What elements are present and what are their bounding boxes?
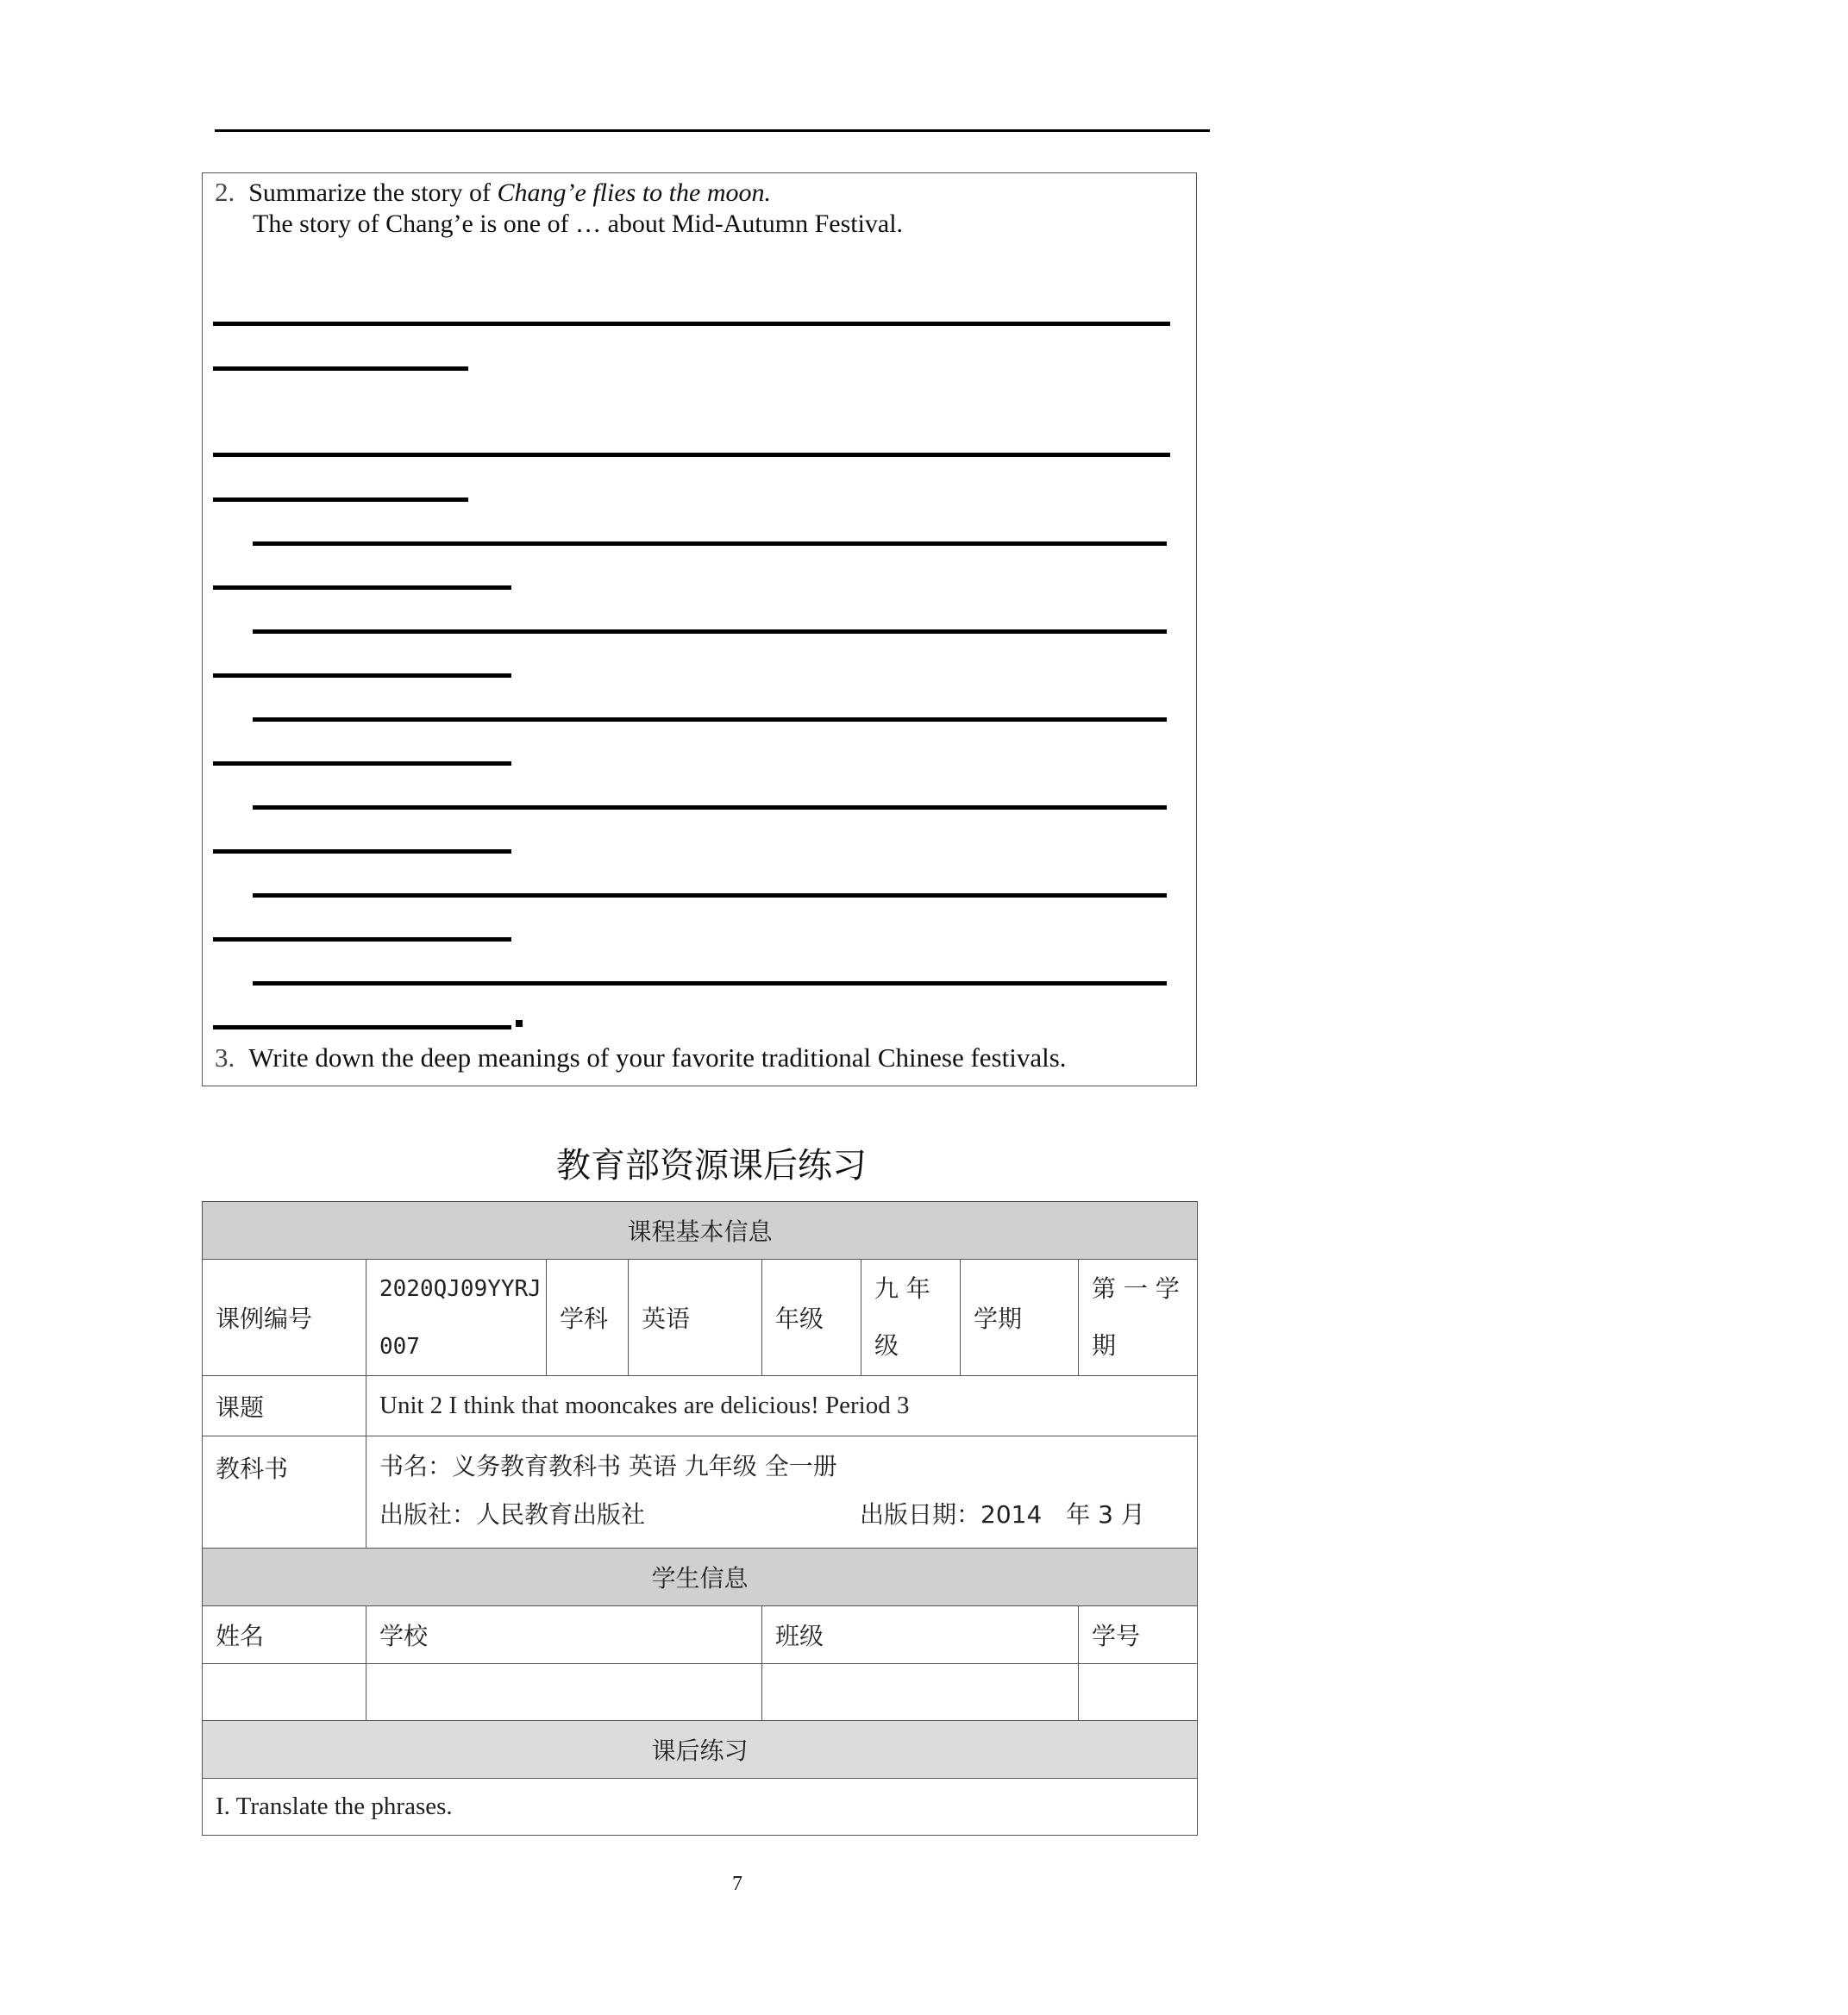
question-2-number: 2. [215, 177, 235, 207]
top-divider [215, 129, 1210, 132]
label-subject: 学科 [547, 1260, 629, 1376]
section-course-info: 课程基本信息 [203, 1202, 1198, 1260]
case-number-value [366, 1260, 547, 1376]
label-school: 学校 [366, 1606, 762, 1664]
textbook-publish-row [379, 1489, 1184, 1541]
textbook-publish-date: 出版日期：2014 年 3 月 [860, 1499, 1145, 1529]
answer-line [213, 322, 1170, 326]
exercise-box [202, 172, 1197, 1086]
textbook-name: 书名：义务教育教科书 英语 九年级 全一册 [379, 1451, 837, 1480]
page-number: 7 [732, 1873, 742, 1895]
grade-value [861, 1260, 961, 1376]
answer-line [253, 805, 1167, 810]
period-mark [516, 1020, 523, 1027]
question-2-text: Summarize the story of [248, 178, 498, 207]
case-number-line1: 2020QJ09YYRJ [379, 1276, 542, 1302]
answer-line [213, 673, 511, 678]
answer-line [213, 1025, 511, 1029]
question-2-story-title: Chang’e flies to the moon. [497, 178, 771, 207]
question-2-hint: The story of Chang’e is one of … about Mid-Autumn Festival. [253, 210, 904, 238]
name-field[interactable] [203, 1664, 366, 1721]
answer-line [213, 849, 511, 854]
question-2 [215, 177, 771, 208]
answer-line [213, 937, 511, 942]
grade-line1: 九 年 [874, 1274, 930, 1303]
label-name: 姓名 [203, 1606, 366, 1664]
label-class: 班级 [762, 1606, 1079, 1664]
answer-line [213, 453, 1170, 457]
label-grade: 年级 [762, 1260, 861, 1376]
document-title: 教育部资源课后练习 [556, 1146, 867, 1186]
label-textbook: 教科书 [203, 1436, 366, 1549]
answer-line [253, 981, 1167, 986]
section-exercise: 课后练习 [203, 1721, 1198, 1779]
question-3-number: 3. [215, 1042, 235, 1073]
term-line1: 第 一 学 [1092, 1274, 1180, 1303]
label-term: 学期 [961, 1260, 1079, 1376]
answer-line [213, 585, 511, 590]
term-line2: 期 [1092, 1331, 1117, 1360]
textbook-value [366, 1436, 1198, 1549]
question-3 [215, 1042, 1067, 1073]
answer-line [253, 629, 1167, 634]
answer-line [213, 761, 511, 766]
question-3-text: Write down the deep meanings of your favorite traditional Chinese festivals. [248, 1042, 1067, 1073]
case-number-line2: 007 [379, 1334, 420, 1360]
textbook-publisher: 出版社：人民教育出版社 [379, 1499, 646, 1529]
answer-line [213, 497, 468, 502]
topic-value: Unit 2 I think that mooncakes are delicious! Period 3 [366, 1376, 1198, 1436]
answer-line [213, 366, 468, 371]
exercise-first-item: I. Translate the phrases. [203, 1779, 1198, 1836]
label-student-number: 学号 [1079, 1606, 1198, 1664]
class-field[interactable] [762, 1664, 1079, 1721]
label-topic: 课题 [203, 1376, 366, 1436]
answer-line [253, 717, 1167, 722]
school-field[interactable] [366, 1664, 762, 1721]
term-value [1079, 1260, 1198, 1376]
section-student-info: 学生信息 [203, 1549, 1198, 1606]
answer-line [253, 893, 1167, 898]
course-info-table [202, 1201, 1198, 1836]
subject-value: 英语 [629, 1260, 762, 1376]
label-case-number: 课例编号 [203, 1260, 366, 1376]
student-number-field[interactable] [1079, 1664, 1198, 1721]
grade-line2: 级 [874, 1331, 899, 1360]
answer-line [253, 541, 1167, 546]
